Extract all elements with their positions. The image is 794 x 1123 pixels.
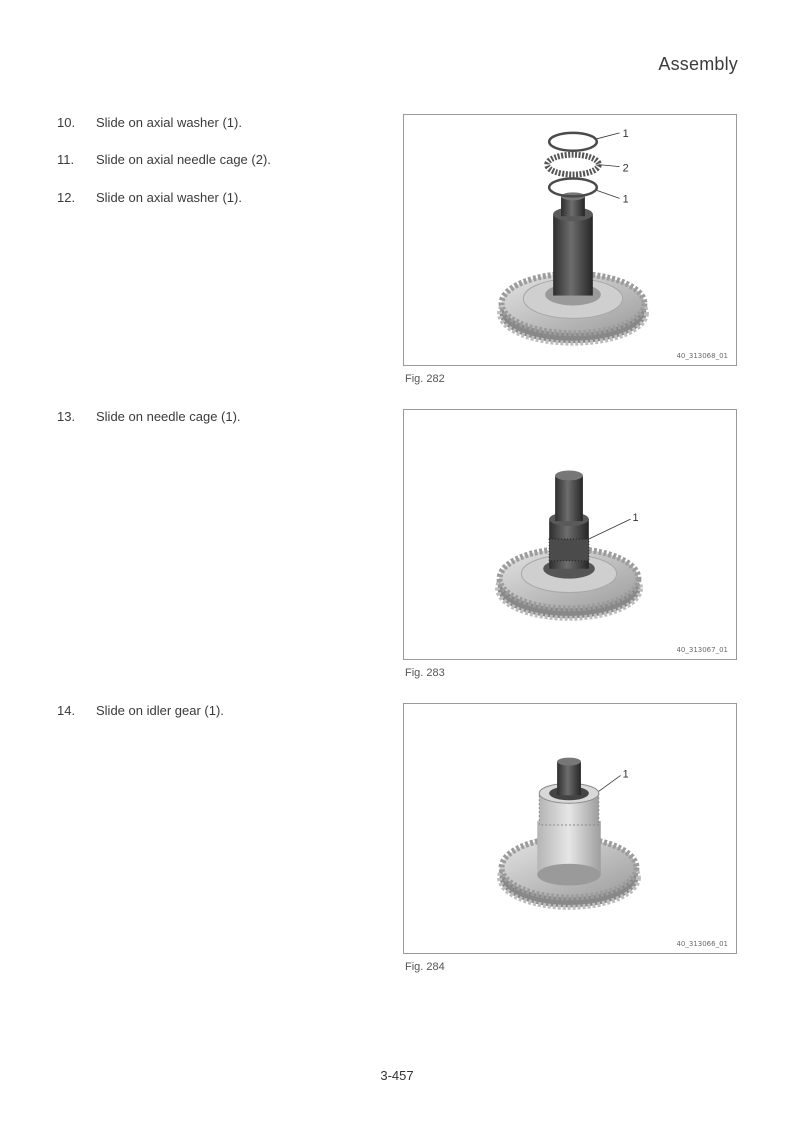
step-text: Slide on axial washer (1). xyxy=(96,115,242,130)
step-13 xyxy=(57,409,241,424)
step-10 xyxy=(57,115,242,130)
step-number: 12. xyxy=(57,190,76,205)
figure-caption: Fig. 282 xyxy=(405,373,445,385)
gear-shaft-washers-illustration xyxy=(404,115,736,365)
figure-caption: Fig. 284 xyxy=(405,961,445,973)
step-12 xyxy=(57,190,242,205)
step-number: 11. xyxy=(57,152,75,167)
figure-caption: Fig. 283 xyxy=(405,667,445,679)
step-text: Slide on axial washer (1). xyxy=(96,190,242,205)
figure-284 xyxy=(403,703,737,954)
step-14 xyxy=(57,703,224,718)
page-number: 3-457 xyxy=(380,1068,414,1083)
callout-label: 1 xyxy=(622,193,629,206)
step-text: Slide on idler gear (1). xyxy=(96,703,224,718)
section-title: Assembly xyxy=(658,54,738,74)
figure-code: 40_313068_01 xyxy=(676,352,728,360)
callout-label: 1 xyxy=(622,127,629,140)
callout-label: 2 xyxy=(622,162,629,175)
step-number: 14. xyxy=(57,703,76,718)
step-text: Slide on axial needle cage (2). xyxy=(96,152,271,167)
callout-label: 1 xyxy=(632,512,639,525)
gear-shaft-needle-cage-illustration xyxy=(404,410,736,659)
figure-code: 40_313066_01 xyxy=(676,940,728,948)
figure-282 xyxy=(403,114,737,366)
step-text: Slide on needle cage (1). xyxy=(96,409,241,424)
step-number: 10. xyxy=(57,115,76,130)
figure-code: 40_313067_01 xyxy=(676,646,728,654)
callout-label: 1 xyxy=(622,768,629,781)
step-number: 13. xyxy=(57,409,76,424)
step-11 xyxy=(57,152,271,167)
figure-283 xyxy=(403,409,737,660)
gear-shaft-idler-gear-illustration xyxy=(404,704,736,953)
